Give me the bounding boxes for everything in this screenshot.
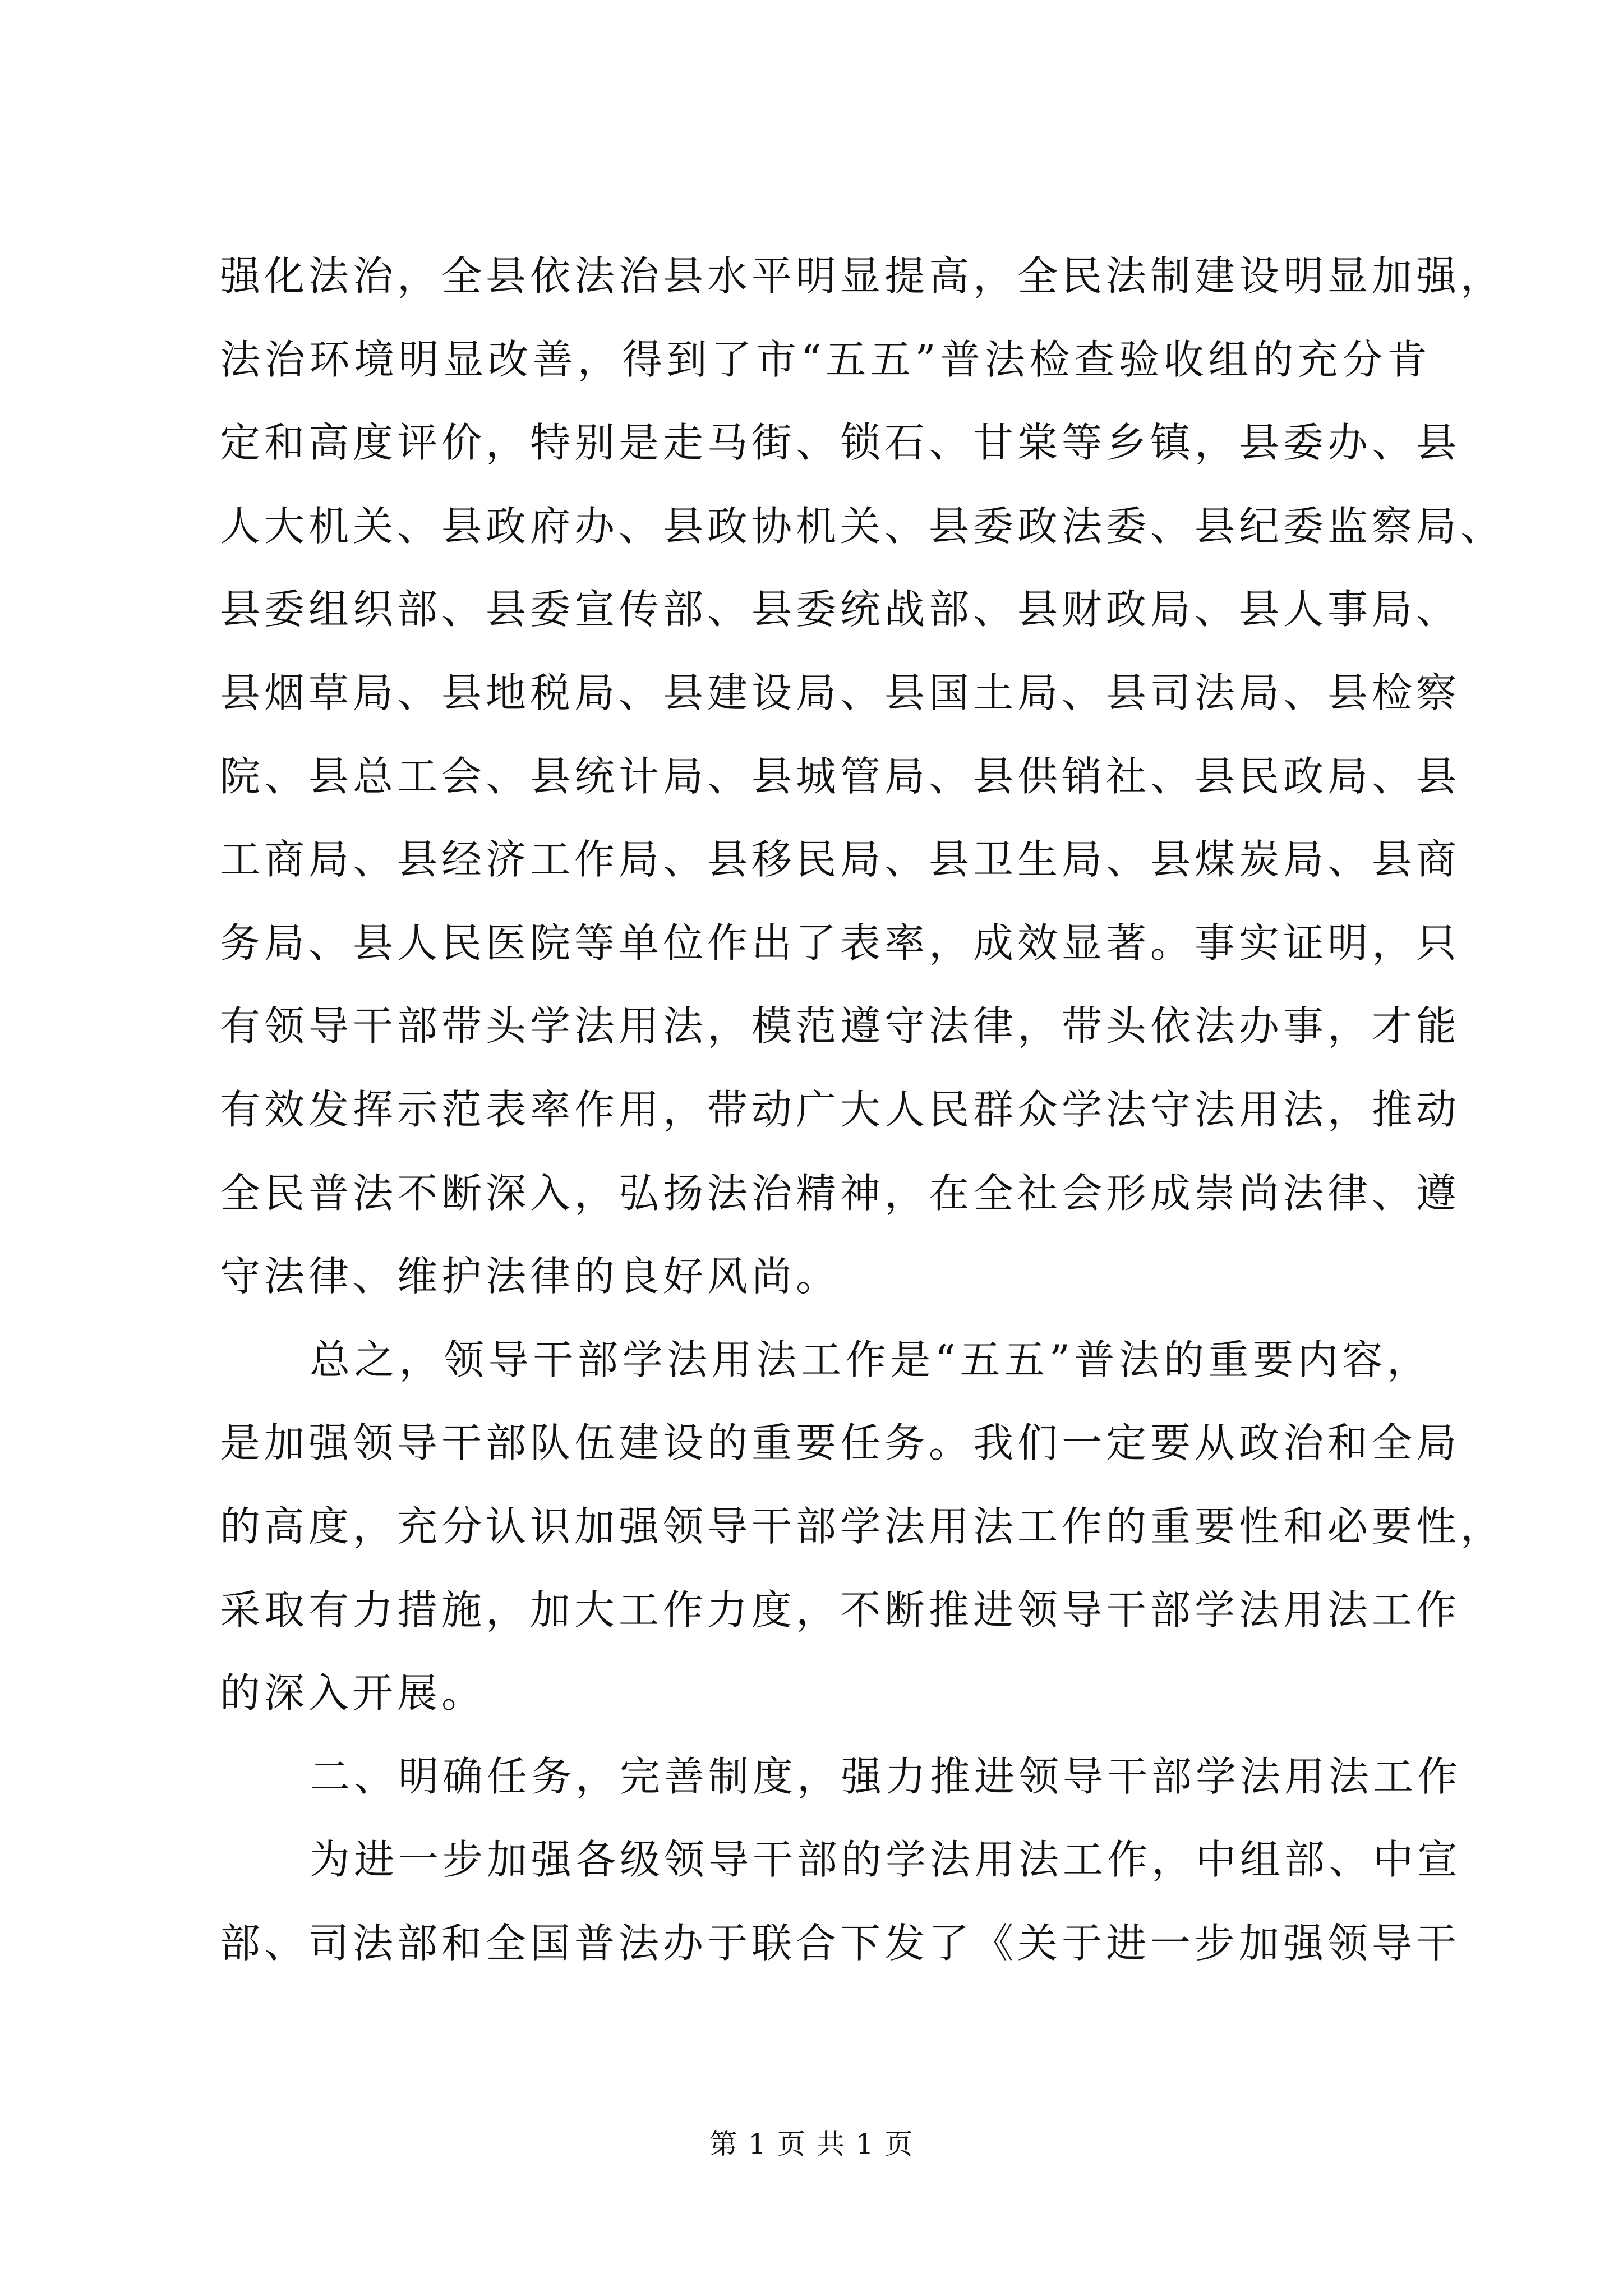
- text-line: 是加强领导干部队伍建设的重要任务。我们一定要从政治和全局: [220, 1419, 1461, 1467]
- text-line: 工商局、县经济工作局、县移民局、县卫生局、县煤炭局、县商: [220, 836, 1461, 884]
- page-number-footer: 第 1 页 共 1 页: [709, 2128, 914, 2160]
- text-line: 强化法治，全县依法治县水平明显提高，全民法制建设明显加强，: [220, 252, 1505, 300]
- text-line: 务局、县人民医院等单位作出了表率，成效显著。事实证明，只: [220, 919, 1461, 967]
- text-line: 部、司法部和全国普法办于联合下发了《关于进一步加强领导干: [220, 1919, 1461, 1967]
- text-line: 人大机关、县政府办、县政协机关、县委政法委、县纪委监察局、: [220, 502, 1505, 550]
- text-line: 采取有力措施，加大工作力度，不断推进领导干部学法用法工作: [220, 1586, 1461, 1634]
- text-line: 法治环境明显改善，得到了市“五五”普法检查验收组的充分肯: [220, 335, 1431, 383]
- paragraph-start-line: 为进一步加强各级领导干部的学法用法工作，中组部、中宣: [310, 1836, 1462, 1884]
- text-line: 县烟草局、县地税局、县建设局、县国土局、县司法局、县检察: [220, 669, 1461, 716]
- document-body: [220, 234, 1505, 1985]
- text-line: 有领导干部带头学法用法，模范遵守法律，带头依法办事，才能: [220, 1002, 1461, 1050]
- section-heading: 二、明确任务，完善制度，强力推进领导干部学法用法工作: [310, 1752, 1462, 1800]
- text-line: 的高度，充分认识加强领导干部学法用法工作的重要性和必要性，: [220, 1502, 1505, 1550]
- paragraph-start-line: 总之，领导干部学法用法工作是“五五”普法的重要内容，: [310, 1336, 1431, 1383]
- paragraph-end-line: 的深入开展。: [220, 1669, 486, 1717]
- text-line: 全民普法不断深入，弘扬法治精神，在全社会形成崇尚法律、遵: [220, 1169, 1461, 1217]
- paragraph-end-line: 守法律、维护法律的良好风尚。: [220, 1253, 841, 1300]
- text-line: 定和高度评价，特别是走马街、锁石、甘棠等乡镇，县委办、县: [220, 419, 1461, 467]
- text-line: 县委组织部、县委宣传部、县委统战部、县财政局、县人事局、: [220, 586, 1461, 633]
- text-line: 有效发挥示范表率作用，带动广大人民群众学法守法用法，推动: [220, 1085, 1461, 1133]
- text-line: 院、县总工会、县统计局、县城管局、县供销社、县民政局、县: [220, 752, 1461, 800]
